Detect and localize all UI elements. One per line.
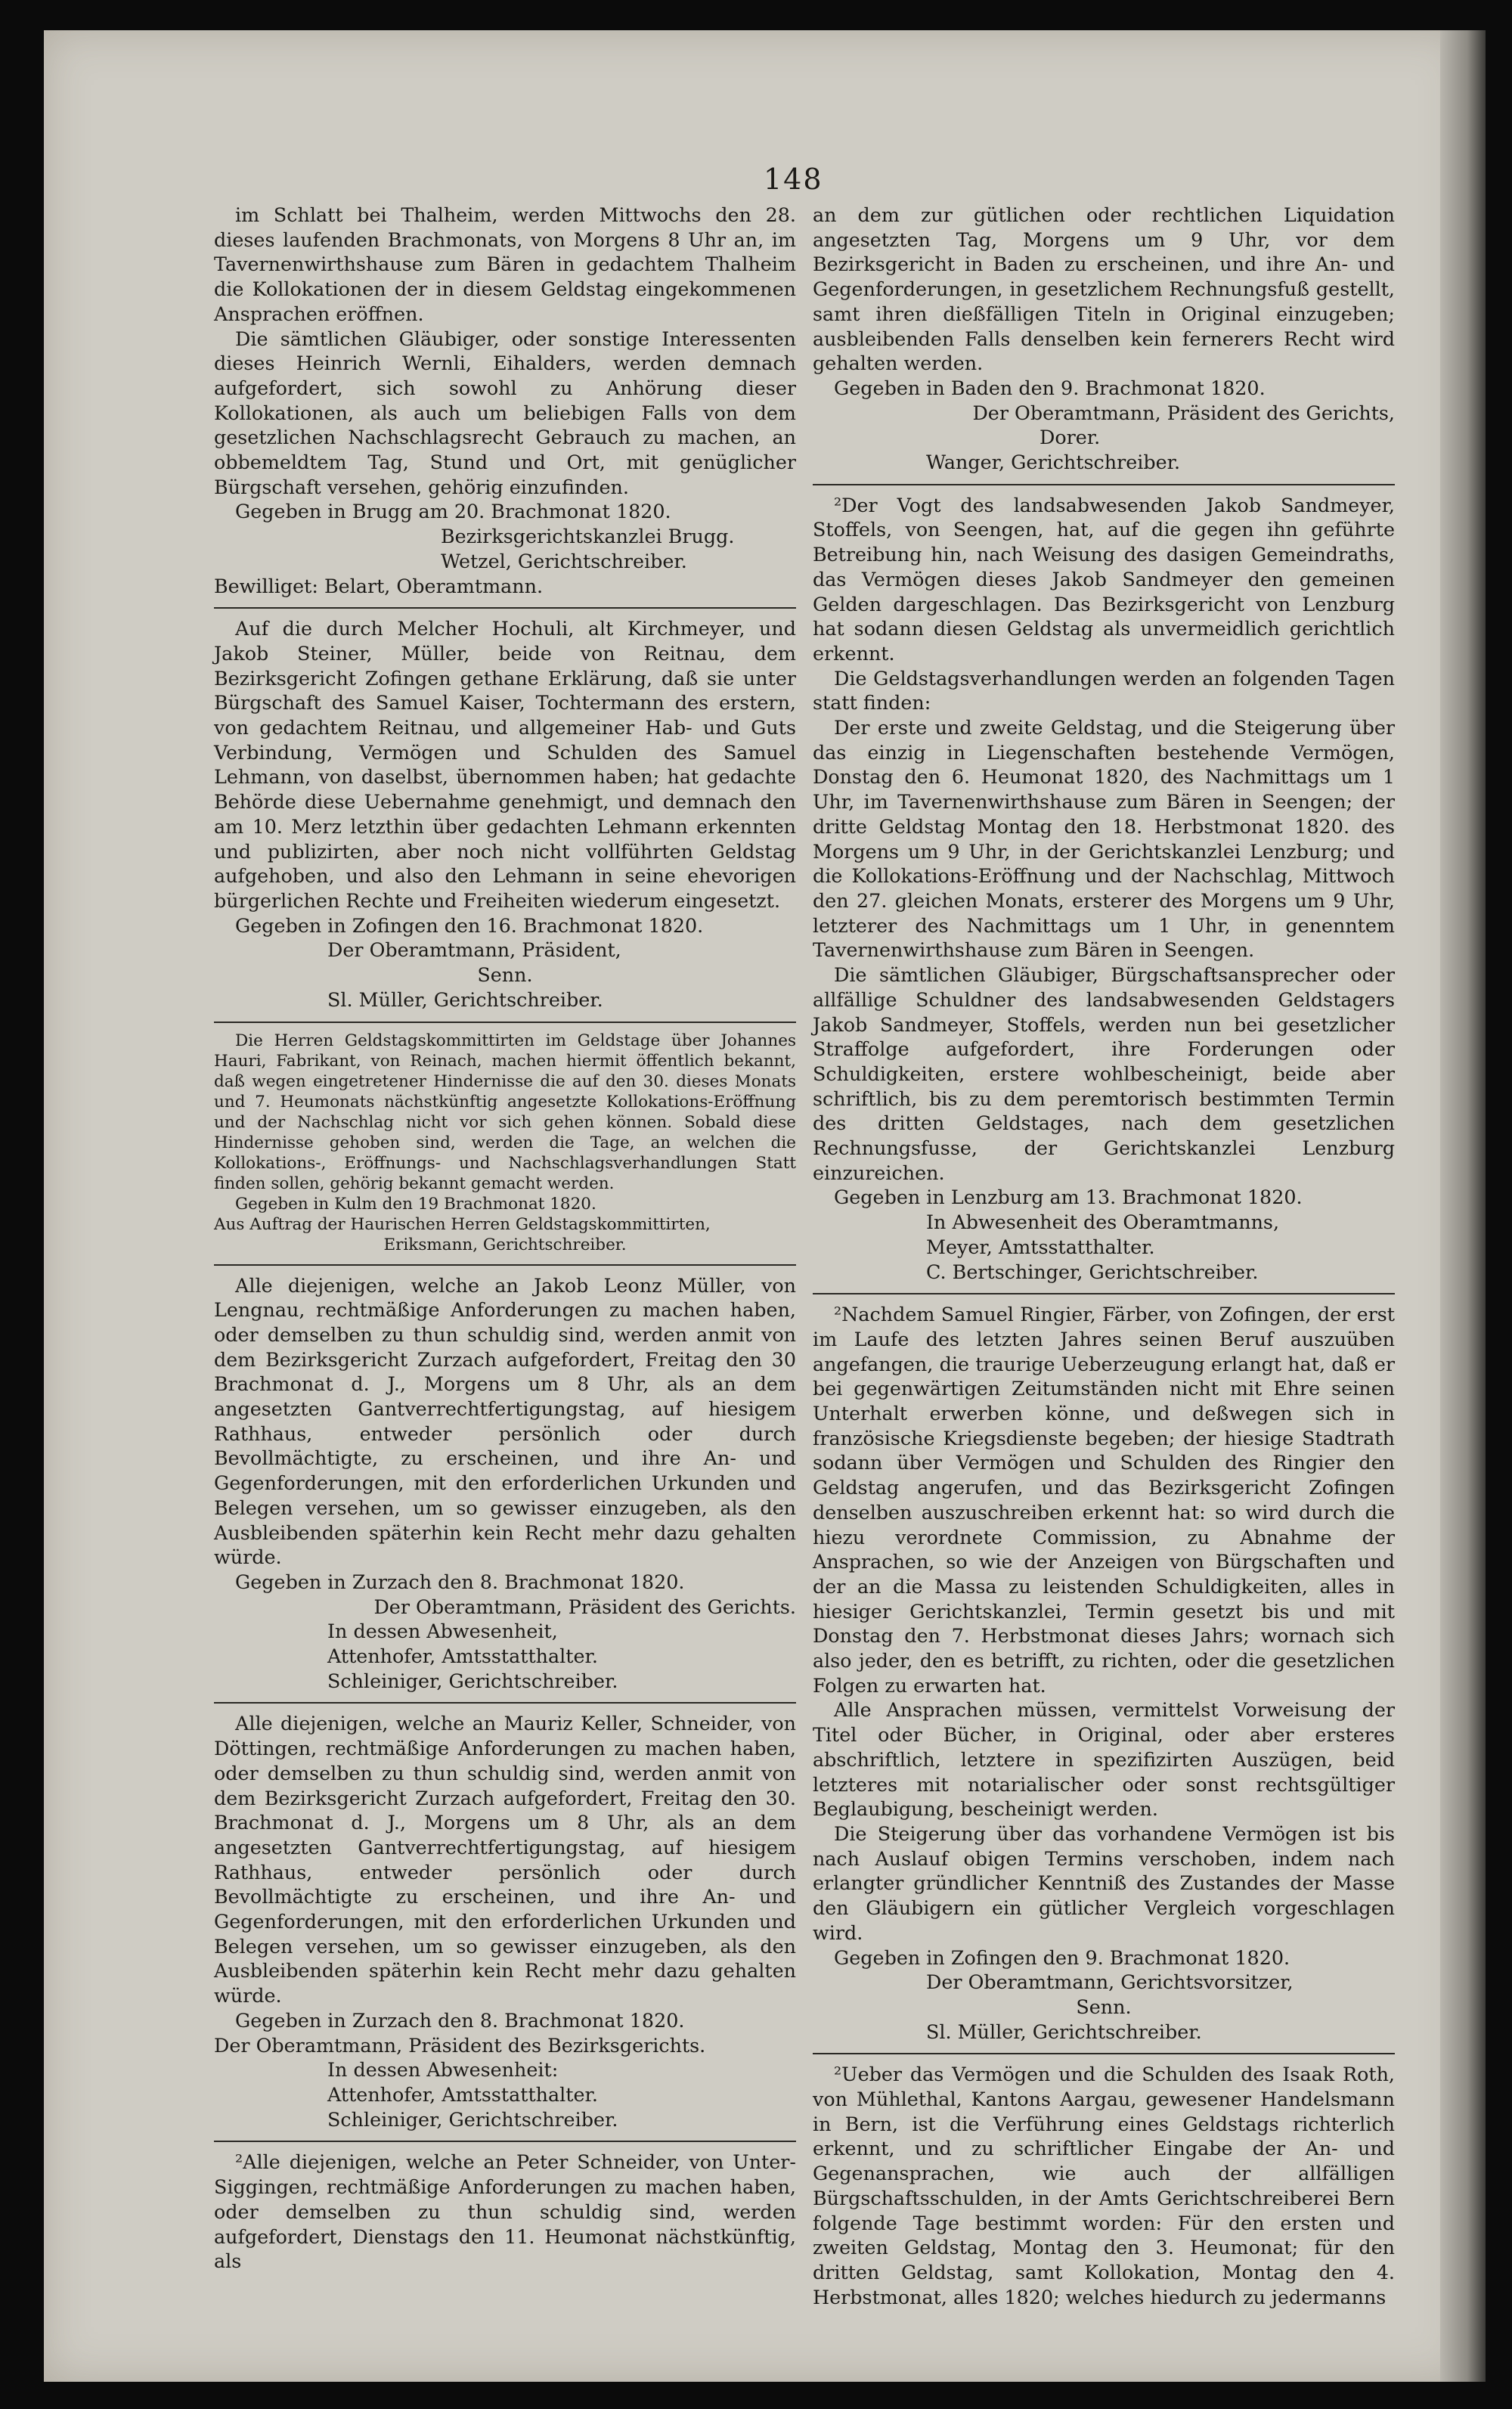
page-edge-shadow xyxy=(1440,30,1486,2382)
text-block-l24: Der Oberamtmann, Präsident des Bezirksgerichts. xyxy=(214,2033,706,2057)
text-block-l3: Gegeben in Brugg am 20. Brachmonat 1820. xyxy=(235,500,671,523)
text-block-r1: an dem zur gütlichen oder rechtlichen Liquidation angesetzten Tag, Morgens um 9 Uhr, vor dem Bezirksgericht in Baden zu erscheinen, und ihre An- und Gegenforderungen, in gesetzlichem Rechnungsfuß gestellt, samt ihren dießfälligen Titeln in Original einzugeben; ausbleibenden Falls denselben kein fernerers Recht wird gehalten werden. xyxy=(813,203,1395,375)
text-block-r15: Alle Ansprachen müssen, vermittelst Vorweisung der Titel oder Bücher, in Original, oder aber ersteres abschriftlich, letztere in spezifizirten Auszügen, beid letzteres mit notarialischer oder sonst rechtsgültiger Beglaubigung, bescheinigt werden. xyxy=(813,1698,1395,1821)
section-divider xyxy=(813,484,1395,485)
text-block-r17: Gegeben in Zofingen den 9. Brachmonat 1820. xyxy=(834,1945,1290,1969)
right-column xyxy=(813,203,1395,2308)
text-block-r4: Dorer. xyxy=(1040,426,1101,449)
text-block-l10: Senn. xyxy=(477,963,533,987)
text-block-l28: ²Alle diejenigen, welche an Peter Schneider, von Unter-Siggingen, rechtmäßige Anforderungen zu machen haben, oder demselben zu thun schuldig sind, werden aufgefordert, Dienstags den 11. Heumonat nächstkünftig, als xyxy=(214,2150,796,2273)
text-block-l23: Gegeben in Zurzach den 8. Brachmonat 1820. xyxy=(235,2008,685,2032)
text-block-r18: Der Oberamtmann, Gerichtsvorsitzer, xyxy=(926,1970,1294,1994)
section-divider xyxy=(813,1293,1395,1294)
text-block-r20: Sl. Müller, Gerichtschreiber. xyxy=(926,2020,1202,2043)
text-block-r11: In Abwesenheit des Oberamtmanns, xyxy=(926,1211,1280,1234)
section-divider xyxy=(214,1022,796,1023)
text-block-l2: Die sämtlichen Gläubiger, oder sonstige Interessenten dieses Heinrich Wernli, Eihalders, werden demnach aufgefordert, sich sowohl zu Anhörung dieser Kollokationen, als auch um beliebigen Falls von dem gesetzlichen Nachschlagsrecht Gebrauch zu machen, an obbemeldtem Tag, Stund und Ort, mit genüglicher Bürgschaft versehen, gehörig einzufinden. xyxy=(214,327,796,498)
text-block-l14: Aus Auftrag der Haurischen Herren Geldstagskommittirten, xyxy=(214,1214,711,1234)
text-block-r3: Der Oberamtmann, Präsident des Gerichts, xyxy=(972,401,1395,424)
section-divider xyxy=(214,1702,796,1704)
text-block-l1: im Schlatt bei Thalheim, werden Mittwochs den 28. dieses laufenden Brachmonats, von Morgens 8 Uhr an, im Tavernenwirthshause zum Bären in gedachtem Thalheim die Kollokationen der in diesem Geldstag eingekommenen Ansprachen eröffnen. xyxy=(214,203,796,325)
text-block-l12: Die Herren Geldstagskommittirten im Geldstage über Johannes Hauri, Fabrikant, von Reinach, machen hiermit öffentlich bekannt, daß wegen eingetretener Hindernisse die auf den 30. dieses Monats und 7. Heumonats nächstkünftig angesetzte Kollokations-Eröffnung und der Nachschlag nicht vor sich gehen können. Sobald diese Hindernisse gehoben sind, werden die Tage, an welchen die Kollokations-, Eröffnungs- und Nachschlagsverhandlungen Statt finden sollen, gehörig bekannt gemacht werden. xyxy=(214,1031,796,1193)
section-divider xyxy=(214,607,796,609)
text-block-l8: Gegeben in Zofingen den 16. Brachmonat 1820. xyxy=(235,913,704,937)
section-divider xyxy=(214,2141,796,2142)
text-block-r10: Gegeben in Lenzburg am 13. Brachmonat 1820. xyxy=(834,1186,1303,1209)
text-block-r6: ²Der Vogt des landsabwesenden Jakob Sandmeyer, Stoffels, von Seengen, hat, auf die gegen ihn geführte Betreibung hin, nach Weisung des dasigen Gemeindraths, das Vermögen dieses Jakob Sandmeyer den gemeinen Gelden dargeschlagen. Das Bezirksgericht von Lenzburg hat sodann diesen Geldstag als unvermeidlich gerichtlich erkennt. xyxy=(813,493,1395,665)
text-block-l16: Alle diejenigen, welche an Jakob Leonz Müller, von Lengnau, rechtmäßige Anforderungen zu machen haben, oder demselben zu thun schuldig sind, werden anmit von dem Bezirksgericht Zurzach aufgefordert, Freitag den 30 Brachmonat d. J., Morgens um 8 Uhr, als an dem angesetzten Gantverrechtfertigungstag, auf hiesigem Rathhaus, entweder persönlich oder durch Bevollmächtigte, zu erscheinen, und ihre An- und Gegenforderungen, mit den erforderlichen Urkunden und Belegen versehen, um so gewisser einzugeben, als den Ausbleibenden späterhin kein Recht mehr dazu gehalten würde. xyxy=(214,1273,796,1569)
left-column xyxy=(214,203,796,2273)
text-block-l11: Sl. Müller, Gerichtschreiber. xyxy=(327,987,603,1011)
text-block-r9: Die sämtlichen Gläubiger, Bürgschaftsansprecher oder allfällige Schuldner des landsabwesenden Geldstagers Jakob Sandmeyer, Stoffels, werden nun bei gesetzlicher Straffolge aufgefordert, ihre Forderungen oder Schuldigkeiten, erstere wohlbescheinigt, beide aber schriftlich, bis zu dem peremtorisch bestimmten Termin des dritten Geldstages, nach dem gesetzlichen Rechnungsfusse, der Gerichtskanzlei Lenzburg einzureichen. xyxy=(813,963,1395,1184)
text-block-r13: C. Bertschinger, Gerichtschreiber. xyxy=(926,1260,1259,1283)
text-block-r2: Gegeben in Baden den 9. Brachmonat 1820. xyxy=(834,376,1266,399)
text-block-l13: Gegeben in Kulm den 19 Brachmonat 1820. xyxy=(235,1194,596,1214)
text-block-l21: Schleiniger, Gerichtschreiber. xyxy=(327,1669,618,1692)
text-block-l25: In dessen Abwesenheit: xyxy=(327,2058,559,2082)
text-block-l27: Schleiniger, Gerichtschreiber. xyxy=(327,2107,618,2131)
text-block-r12: Meyer, Amtsstatthalter. xyxy=(926,1235,1155,1258)
text-block-r8: Der erste und zweite Geldstag, und die Steigerung über das einzig in Liegenschaften bestehende Vermögen, Donstag den 6. Heumonat 1820, des Nachmittags um 1 Uhr, im Tavernenwirthshause zum Bären in Seengen; der dritte Geldstag Montag den 18. Herbstmonat 1820. des Morgens um 9 Uhr, in der Gerichtskanzlei Lenzburg; und die Kollokations-Eröffnung und der Nachschlag, Mittwoch den 27. gleichen Monats, ersterer des Morgens um 9 Uhr, letzterer des Nachmittags um 1 Uhr, in genenntem Tavernenwirthshause zum Bären in Seengen. xyxy=(813,716,1395,962)
text-block-r19: Senn. xyxy=(1076,1995,1132,2018)
text-block-l6: Bewilliget: Belart, Oberamtmann. xyxy=(214,574,544,597)
text-block-l20: Attenhofer, Amtsstatthalter. xyxy=(327,1645,598,1668)
text-block-l18: Der Oberamtmann, Präsident des Gerichts. xyxy=(373,1595,796,1618)
text-block-l9: Der Oberamtmann, Präsident, xyxy=(327,938,621,962)
text-block-r14: ²Nachdem Samuel Ringier, Färber, von Zofingen, der erst im Laufe des letzten Jahres seinen Beruf auszuüben angefangen, die traurige Ueberzeugung erlangt hat, daß er bei gegenwärtigen Zeitumständen nicht mit Ehre seinen Unterhalt erwerben könne, und deßwegen sich in französische Kriegsdienste begeben; der hiesige Stadtrath sodann über Vermögen und Schulden des Ringier den Geldstag angerufen, und das Bezirksgericht Zofingen denselben auszuschreiben erkennt hat: so wird durch die hiezu verordnete Commission, zu Abnahme der Ansprachen, so wie der Anzeigen von Bürgschaften und der an die Massa zu leistenden Schuldigkeiten, alles in hiesiger Gerichtskanzlei, Termin gesetzt bis und mit Donstag den 7. Herbstmonat dieses Jahrs; wornach sich also jeder, den es betrifft, zu richten, oder die gesetzlichen Folgen zu erwarten hat. xyxy=(813,1303,1395,1697)
section-divider xyxy=(214,1264,796,1266)
text-block-r5: Wanger, Gerichtschreiber. xyxy=(926,451,1181,474)
text-block-l4: Bezirksgerichtskanzlei Brugg. xyxy=(441,525,735,548)
text-block-l5: Wetzel, Gerichtschreiber. xyxy=(441,549,687,572)
text-block-r7: Die Geldstagsverhandlungen werden an folgenden Tagen statt finden: xyxy=(813,666,1395,715)
text-block-r16: Die Steigerung über das vorhandene Vermögen ist bis nach Auslauf obigen Termins verschoben, indem nach erlangter gründlicher Kenntniß des Zustandes der Masse den Gläubigern ein gütlicher Vergleich vorgeschlagen wird. xyxy=(813,1822,1395,1944)
page-number: 148 xyxy=(764,163,823,196)
text-block-l15: Eriksmann, Gerichtschreiber. xyxy=(383,1235,627,1254)
text-block-l17: Gegeben in Zurzach den 8. Brachmonat 1820. xyxy=(235,1570,685,1593)
text-block-l22: Alle diejenigen, welche an Mauriz Keller, Schneider, von Döttingen, rechtmäßige Anforderungen zu machen haben, oder demselben zu thun schuldig sind, werden anmit von dem Bezirksgericht Zurzach aufgefordert, Freitag den 30. Brachmonat d. J., Morgens um 8 Uhr, als an dem angesetzten Gantverrechtfertigungstag, auf hiesigem Rathhaus, entweder persönlich oder durch Bevollmächtigte zu erscheinen, und ihre An- und Gegenforderungen, mit den erforderlichen Urkunden und Belegen versehen, um so gewisser einzugeben, als den Ausbleibenden späterhin kein Recht mehr dazu gehalten würde. xyxy=(214,1712,796,2008)
text-block-l7: Auf die durch Melcher Hochuli, alt Kirchmeyer, und Jakob Steiner, Müller, beide von Reitnau, dem Bezirksgericht Zofingen gethane Erklärung, daß sie unter Bürgschaft des Samuel Kaiser, Tochtermann des erstern, von gedachtem Reitnau, und allgemeiner Hab- und Guts Verbindung, Vermögen und Schulden des Samuel Lehmann, von daselbst, übernommen haben; hat gedachte Behörde diese Uebernahme genehmigt, und demnach den am 10. Merz letzthin über gedachten Lehmann erkennten und publizirten, aber noch nicht vollführten Geldstag aufgehoben, und also den Lehmann in seine ehevorigen bürgerlichen Rechte und Freiheiten wiederum eingesetzt. xyxy=(214,617,796,912)
text-block-l26: Attenhofer, Amtsstatthalter. xyxy=(327,2083,598,2106)
text-block-l19: In dessen Abwesenheit, xyxy=(327,1620,558,1643)
text-block-r21: ²Ueber das Vermögen und die Schulden des Isaak Roth, von Mühlethal, Kantons Aargau, gewesener Handelsmann in Bern, ist die Verführung eines Geldstags richterlich erkennt, und zu schriftlicher Eingabe der An- und Gegenansprachen, wie auch der allfälligen Bürgschaftsschulden, in der Amts Gerichtschreiberei Bern folgende Tage bestimmt worden: Für den ersten und zweiten Geldstag, Montag den 3. Heumonat; für den dritten Geldstag, samt Kollokation, Montag den 4. Herbstmonat, alles 1820; welches hiedurch zu jedermanns xyxy=(813,2063,1395,2308)
section-divider xyxy=(813,2053,1395,2054)
